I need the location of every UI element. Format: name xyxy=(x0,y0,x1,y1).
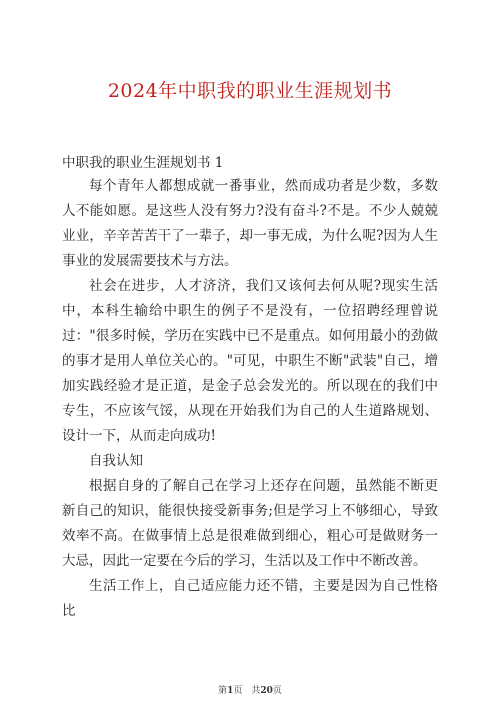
paragraph-2: 社会在进步，人才济济，我们又该何去何从呢?现实生活中，本科生输给中职生的例子不是没有，一位招聘经理曾说过："很多时候，学历在实践中已不是重点。如何用最小的劲做的事才是用人单位关心的。"可见，中职生不断"武装"自己，增加实践经验才是正道，是金子总会发光的。所以现在的我们中专生，不应该气馁，从现在开始我们为自己的人生道路规划、设计一下，从而走向成功! xyxy=(62,278,438,444)
footer-total-pages: 20 xyxy=(260,686,273,696)
page-footer xyxy=(0,683,500,696)
paragraph-3: 根据自身的了解自己在学习上还存在问题，虽然能不断更新自己的知识，能很快接受新事务;但是学习上不够细心，导致效率不高。在做事情上总是很难做到细心，粗心可是做财务一大忌，因此一定要在今后的学习，生活以及工作中不断改善。 xyxy=(62,478,438,569)
document-body xyxy=(62,174,438,624)
footer-suffix: 页 xyxy=(272,686,282,696)
footer-mid: 页 共 xyxy=(233,686,261,696)
paragraph-1: 每个青年人都想成就一番事业，然而成功者是少数，多数人不能如愿。是这些人没有努力?没有奋斗?不是。不少人兢兢业业，辛辛苦苦干了一辈子，却一事无成，为什么呢?因为人生事业的发展需要技术与方法。 xyxy=(62,178,438,269)
footer-prefix: 第 xyxy=(218,686,228,696)
document-title: 2024年中职我的职业生涯规划书 xyxy=(107,80,393,102)
paragraph-4: 生活工作上，自己适应能力还不错，主要是因为自己性格比 xyxy=(62,578,438,619)
document-subtitle: 中职我的职业生涯规划书 1 xyxy=(62,155,224,171)
footer-page-number: 1 xyxy=(227,686,234,696)
section-heading-self-awareness: 自我认知 xyxy=(89,453,143,469)
